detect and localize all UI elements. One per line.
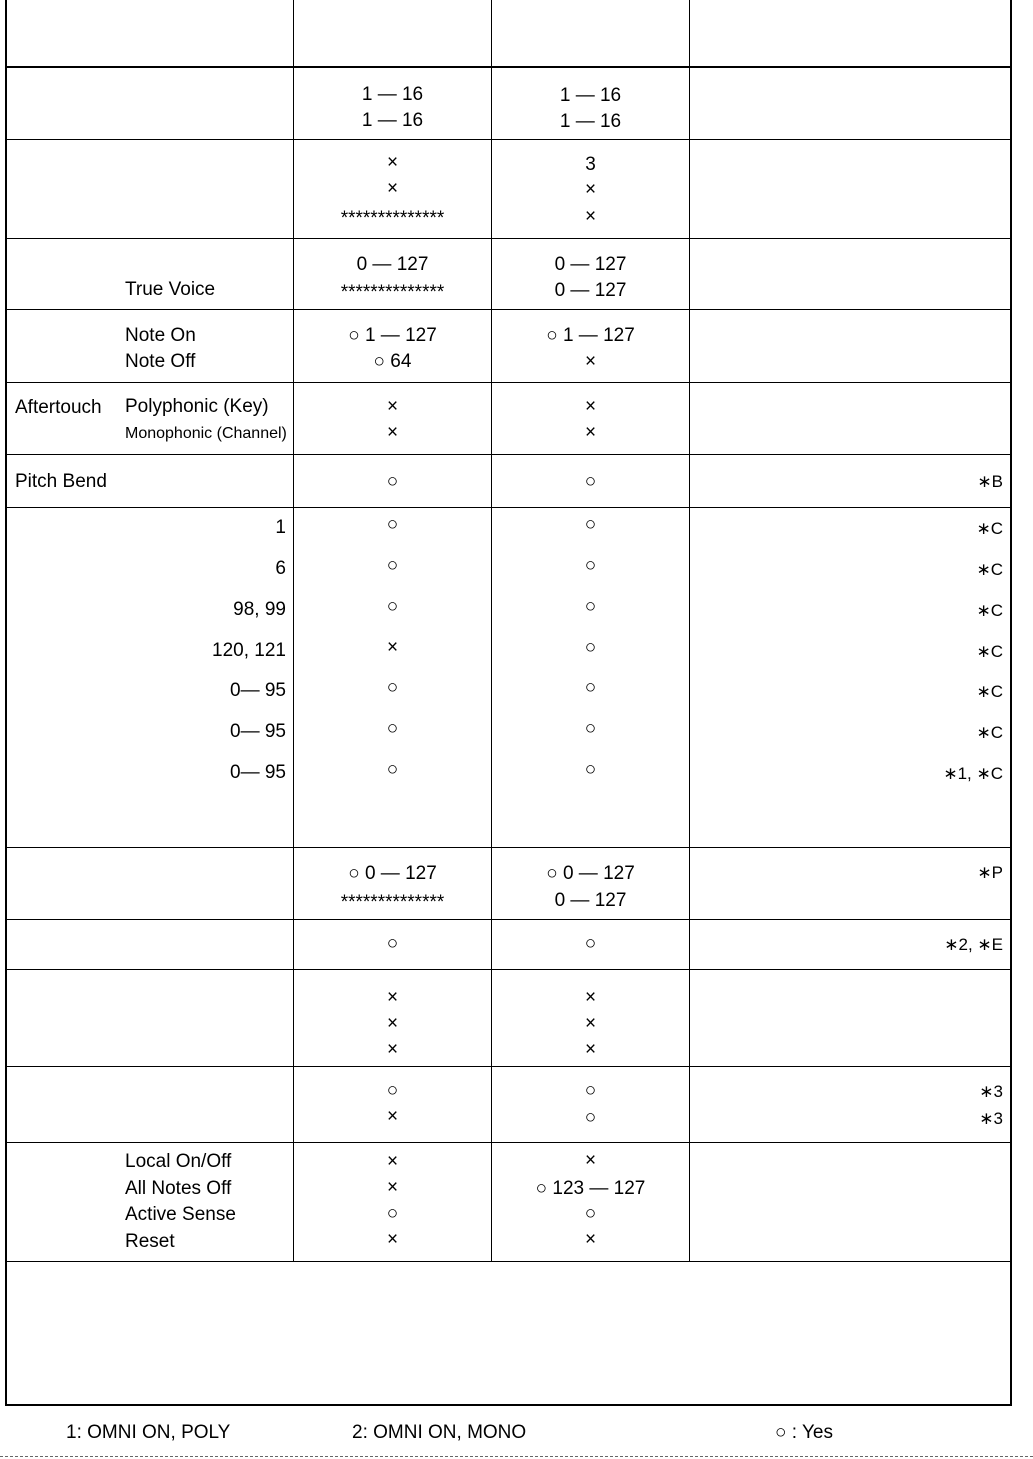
program-change-transmitted-cell: ○ 0 — 127 (348, 863, 437, 884)
row-rule (5, 309, 1012, 310)
control-change-function-right-cell: 0— 95 (230, 721, 286, 742)
row-rule (5, 1066, 1012, 1067)
velocity-function-cell: Note Off (125, 351, 196, 372)
velocity-transmitted-cell: ○ 1 — 127 (348, 325, 437, 346)
control-change-function-right-cell: 0— 95 (230, 680, 286, 701)
control-change-function-right-cell: 120, 121 (212, 640, 286, 661)
system-common-recognized-cell: × (584, 987, 597, 1008)
channel-recognized-cell: 1 — 16 (559, 85, 622, 106)
system-exclusive-recognized-cell: ○ (584, 933, 597, 954)
control-change-function-right-cell: 1 (275, 517, 286, 538)
mode-transmitted-cell: ************** (340, 208, 445, 229)
system-real-time-recognized-cell: ○ (584, 1107, 597, 1128)
program-change-recognized-cell: ○ 0 — 127 (546, 863, 635, 884)
velocity-recognized-cell: ○ 1 — 127 (546, 325, 635, 346)
aux-messages-recognized-cell: × (584, 1229, 597, 1250)
program-change-transmitted-cell: ************** (340, 892, 445, 913)
control-change-remarks-cell: ∗C (976, 560, 1003, 579)
control-change-remarks-cell: ∗C (976, 723, 1003, 742)
frame-left (5, 0, 7, 1406)
control-change-transmitted-cell: ○ (386, 677, 399, 698)
control-change-remarks-cell: ∗C (976, 642, 1003, 661)
control-change-function-right-cell: 98, 99 (233, 599, 286, 620)
pitch-bend-recognized-cell: ○ (584, 471, 597, 492)
control-change-recognized-cell: ○ (584, 718, 597, 739)
control-change-function-right-cell: 0— 95 (230, 762, 286, 783)
system-common-recognized-cell: × (584, 1013, 597, 1034)
system-common-transmitted-cell: × (386, 987, 399, 1008)
row-rule (5, 1142, 1012, 1143)
frame-bottom (5, 1404, 1012, 1406)
note-number-recognized-cell: 0 — 127 (554, 280, 627, 301)
control-change-remarks-cell: ∗1, ∗C (943, 764, 1003, 783)
row-rule (5, 847, 1012, 848)
control-change-recognized-cell: ○ (584, 677, 597, 698)
system-exclusive-remarks-cell: ∗2, ∗E (944, 935, 1003, 954)
aftertouch-recognized-cell: × (584, 396, 597, 417)
frame-right (1010, 0, 1012, 1406)
velocity-recognized-cell: × (584, 351, 597, 372)
system-real-time-recognized-cell: ○ (584, 1080, 597, 1101)
aux-messages-function-cell: Active Sense (125, 1204, 236, 1225)
channel-transmitted-cell: 1 — 16 (361, 84, 424, 105)
row-rule (5, 507, 1012, 508)
mode-recognized-cell: × (584, 206, 597, 227)
note-number-function-cell: True Voice (125, 279, 216, 300)
control-change-transmitted-cell: ○ (386, 555, 399, 576)
mode-transmitted-cell: × (386, 152, 399, 173)
aux-messages-transmitted-cell: ○ (386, 1203, 399, 1224)
control-change-recognized-cell: ○ (584, 514, 597, 535)
control-change-transmitted-cell: ○ (386, 514, 399, 535)
aftertouch-transmitted-cell: × (386, 422, 399, 443)
control-change-transmitted-cell: × (386, 637, 399, 658)
control-change-recognized-cell: ○ (584, 759, 597, 780)
note-number-recognized-cell: 0 — 127 (554, 254, 627, 275)
control-change-recognized-cell: ○ (584, 555, 597, 576)
system-common-transmitted-cell: × (386, 1039, 399, 1060)
system-real-time-remarks-cell: ∗3 (979, 1082, 1003, 1101)
row-rule (5, 139, 1012, 140)
row-rule (5, 969, 1012, 970)
control-change-remarks-cell: ∗C (976, 519, 1003, 538)
control-change-remarks-cell: ∗C (976, 682, 1003, 701)
row-rule (5, 1261, 1012, 1262)
pitch-bend-transmitted-cell: ○ (386, 471, 399, 492)
control-change-transmitted-cell: ○ (386, 718, 399, 739)
aux-messages-transmitted-cell: × (386, 1151, 399, 1172)
control-change-recognized-cell: ○ (584, 596, 597, 617)
aux-messages-function-cell: Local On/Off (125, 1151, 232, 1172)
program-change-remarks-cell: ∗P (977, 863, 1003, 882)
velocity-transmitted-cell: ○ 64 (373, 351, 412, 372)
channel-transmitted-cell: 1 — 16 (361, 110, 424, 131)
aux-messages-recognized-cell: ○ 123 — 127 (535, 1178, 646, 1199)
aftertouch-label-cell: Aftertouch (15, 397, 102, 418)
aftertouch-function-cell: Polyphonic (Key) (125, 396, 269, 417)
note-number-transmitted-cell: ************** (340, 282, 445, 303)
channel-recognized-cell: 1 — 16 (559, 111, 622, 132)
system-exclusive-transmitted-cell: ○ (386, 933, 399, 954)
control-change-recognized-cell: ○ (584, 637, 597, 658)
aux-messages-function-cell: All Notes Off (125, 1178, 232, 1199)
aux-messages-recognized-cell: ○ (584, 1203, 597, 1224)
system-real-time-transmitted-cell: × (386, 1106, 399, 1127)
row-rule (5, 382, 1012, 383)
aftertouch-recognized-cell: × (584, 422, 597, 443)
row-rule (5, 238, 1012, 239)
mode-recognized-cell: 3 (585, 154, 596, 175)
aux-messages-recognized-cell: × (584, 1150, 597, 1171)
aftertouch-function-small-cell: Monophonic (Channel) (125, 425, 287, 442)
footer-dashed-rule (0, 1456, 1033, 1457)
aux-messages-function-cell: Reset (125, 1231, 175, 1252)
note-number-transmitted-cell: 0 — 127 (356, 254, 429, 275)
control-change-remarks-cell: ∗C (976, 601, 1003, 620)
system-real-time-transmitted-cell: ○ (386, 1080, 399, 1101)
system-real-time-remarks-cell: ∗3 (979, 1109, 1003, 1128)
footer-mode-2: 2: OMNI ON, MONO (352, 1422, 527, 1443)
control-change-transmitted-cell: ○ (386, 759, 399, 780)
mode-transmitted-cell: × (386, 178, 399, 199)
col-divider-3 (689, 0, 690, 1261)
control-change-transmitted-cell: ○ (386, 596, 399, 617)
row-rule (5, 454, 1012, 455)
pitch-bend-label-cell: Pitch Bend (15, 471, 107, 492)
mode-recognized-cell: × (584, 179, 597, 200)
control-change-function-right-cell: 6 (275, 558, 286, 579)
pitch-bend-remarks-cell: ∗B (977, 472, 1003, 491)
system-common-transmitted-cell: × (386, 1013, 399, 1034)
aux-messages-transmitted-cell: × (386, 1229, 399, 1250)
velocity-function-cell: Note On (125, 325, 196, 346)
program-change-recognized-cell: 0 — 127 (554, 890, 627, 911)
footer-mode-1: 1: OMNI ON, POLY (66, 1422, 231, 1443)
row-rule (5, 919, 1012, 920)
footer-legend-yes: ○ : Yes (775, 1422, 833, 1443)
header-rule (5, 66, 1012, 68)
system-common-recognized-cell: × (584, 1039, 597, 1060)
aftertouch-transmitted-cell: × (386, 396, 399, 417)
aux-messages-transmitted-cell: × (386, 1177, 399, 1198)
